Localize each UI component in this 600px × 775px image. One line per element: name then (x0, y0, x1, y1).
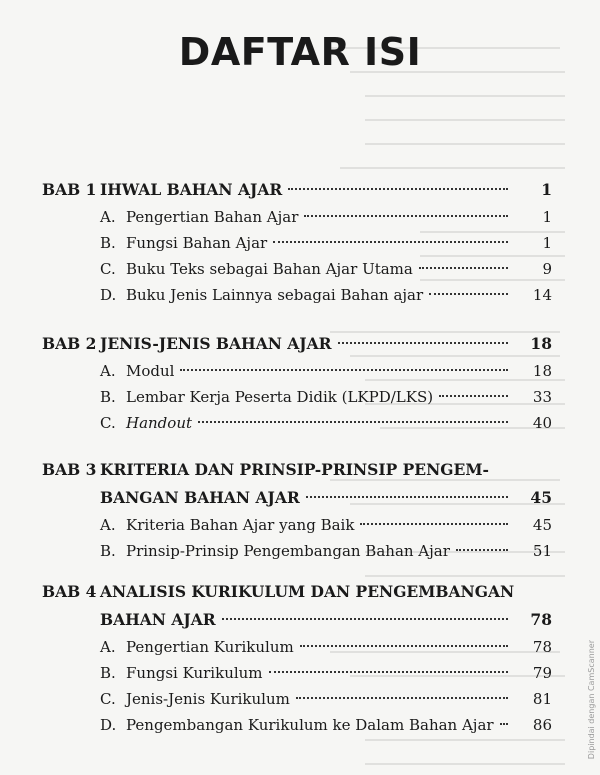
entry-letter: D. (100, 716, 117, 734)
page-number: 33 (532, 388, 552, 406)
chapter-title: JENIS-JENIS BAHAN AJAR (100, 334, 332, 353)
entry-text: Buku Teks sebagai Bahan Ajar Utama (126, 260, 413, 278)
entry-letter: A. (100, 638, 116, 656)
chapter-4 (42, 578, 552, 738)
page-title: DAFTAR ISI (178, 30, 422, 74)
entry-letter: A. (100, 362, 116, 380)
dot-leader (300, 645, 508, 647)
entry-letter: D. (100, 286, 117, 304)
entry-text: Pengertian Bahan Ajar (126, 208, 299, 226)
page-number: 79 (532, 664, 552, 682)
entry-letter: C. (100, 690, 116, 708)
page-number: 51 (532, 542, 552, 560)
entry-letter: B. (100, 542, 116, 560)
entry-text: Kriteria Bahan Ajar yang Baik (126, 516, 355, 534)
chapter-title: BAHAN AJAR (100, 610, 216, 629)
dot-leader (500, 723, 508, 725)
dot-leader (360, 523, 508, 525)
dot-leader (456, 549, 508, 551)
page-number: 40 (532, 414, 552, 432)
toc-entry[interactable] (42, 686, 552, 712)
entry-letter: A. (100, 208, 116, 226)
chapter-heading[interactable] (42, 578, 552, 606)
toc-entry[interactable] (42, 230, 552, 256)
toc-entry[interactable] (42, 358, 552, 384)
page-number: 78 (530, 610, 552, 629)
scanner-watermark: Dipindai dengan CamScanner (587, 640, 596, 760)
page-number: 18 (532, 362, 552, 380)
toc-entry[interactable] (42, 634, 552, 660)
toc-entry[interactable] (42, 410, 552, 436)
entry-text: Buku Jenis Lainnya sebagai Bahan ajar (126, 286, 424, 304)
entry-text: Fungsi Kurikulum (126, 664, 263, 682)
page-number: 45 (530, 488, 552, 507)
entry-text: Handout (126, 414, 193, 432)
page-number: 86 (532, 716, 552, 734)
entry-text: Jenis-Jenis Kurikulum (126, 690, 290, 708)
chapter-number: BAB 1 (42, 180, 97, 199)
page-number: 1 (542, 234, 552, 252)
dot-leader (222, 618, 508, 620)
toc-entry[interactable] (42, 712, 552, 738)
entry-letter: C. (100, 414, 116, 432)
chapter-heading[interactable] (42, 456, 552, 484)
page-number: 1 (542, 208, 552, 226)
entry-text: Prinsip-Prinsip Pengembangan Bahan Ajar (126, 542, 450, 560)
toc-entry[interactable] (42, 282, 552, 308)
dot-leader (269, 671, 508, 673)
page-number: 1 (541, 180, 552, 199)
entry-text: Modul (126, 362, 175, 380)
dot-leader (198, 421, 508, 423)
chapter-number: BAB 2 (42, 334, 97, 353)
chapter-number: BAB 3 (42, 460, 97, 479)
dot-leader (273, 241, 508, 243)
toc-entry[interactable] (42, 660, 552, 686)
entry-letter: B. (100, 388, 116, 406)
page-number: 45 (532, 516, 552, 534)
toc-entry[interactable] (42, 204, 552, 230)
dot-leader (304, 215, 508, 217)
chapter-heading-cont[interactable] (42, 484, 552, 512)
dot-leader (429, 293, 508, 295)
chapter-2 (42, 330, 552, 436)
entry-letter: B. (100, 234, 116, 252)
toc-entry[interactable] (42, 512, 552, 538)
entry-letter: C. (100, 260, 116, 278)
chapter-title: BANGAN BAHAN AJAR (100, 488, 300, 507)
dot-leader (180, 369, 508, 371)
chapter-title: ANALISIS KURIKULUM DAN PENGEMBANGAN (100, 582, 515, 601)
dot-leader (306, 496, 508, 498)
page-number: 14 (532, 286, 552, 304)
dot-leader (419, 267, 508, 269)
page-number: 81 (532, 690, 552, 708)
chapter-heading[interactable] (42, 176, 552, 204)
toc-entry[interactable] (42, 256, 552, 282)
entry-text: Pengertian Kurikulum (126, 638, 294, 656)
dot-leader (338, 342, 508, 344)
chapter-heading[interactable] (42, 330, 552, 358)
chapter-3 (42, 456, 552, 564)
page-number: 18 (530, 334, 552, 353)
dot-leader (288, 188, 508, 190)
page-number: 9 (542, 260, 552, 278)
entry-text: Lembar Kerja Peserta Didik (LKPD/LKS) (126, 388, 434, 406)
chapter-title: KRITERIA DAN PRINSIP-PRINSIP PENGEM- (100, 460, 489, 479)
page-number: 78 (532, 638, 552, 656)
dot-leader (439, 395, 508, 397)
chapter-heading-cont[interactable] (42, 606, 552, 634)
toc-entry[interactable] (42, 538, 552, 564)
entry-text: Pengembangan Kurikulum ke Dalam Bahan Ajar (126, 716, 494, 734)
chapter-title: IHWAL BAHAN AJAR (100, 180, 283, 199)
toc-entry[interactable] (42, 384, 552, 410)
chapter-1 (42, 176, 552, 308)
entry-text: Fungsi Bahan Ajar (126, 234, 268, 252)
chapter-number: BAB 4 (42, 582, 97, 601)
entry-letter: B. (100, 664, 116, 682)
dot-leader (296, 697, 508, 699)
entry-letter: A. (100, 516, 116, 534)
